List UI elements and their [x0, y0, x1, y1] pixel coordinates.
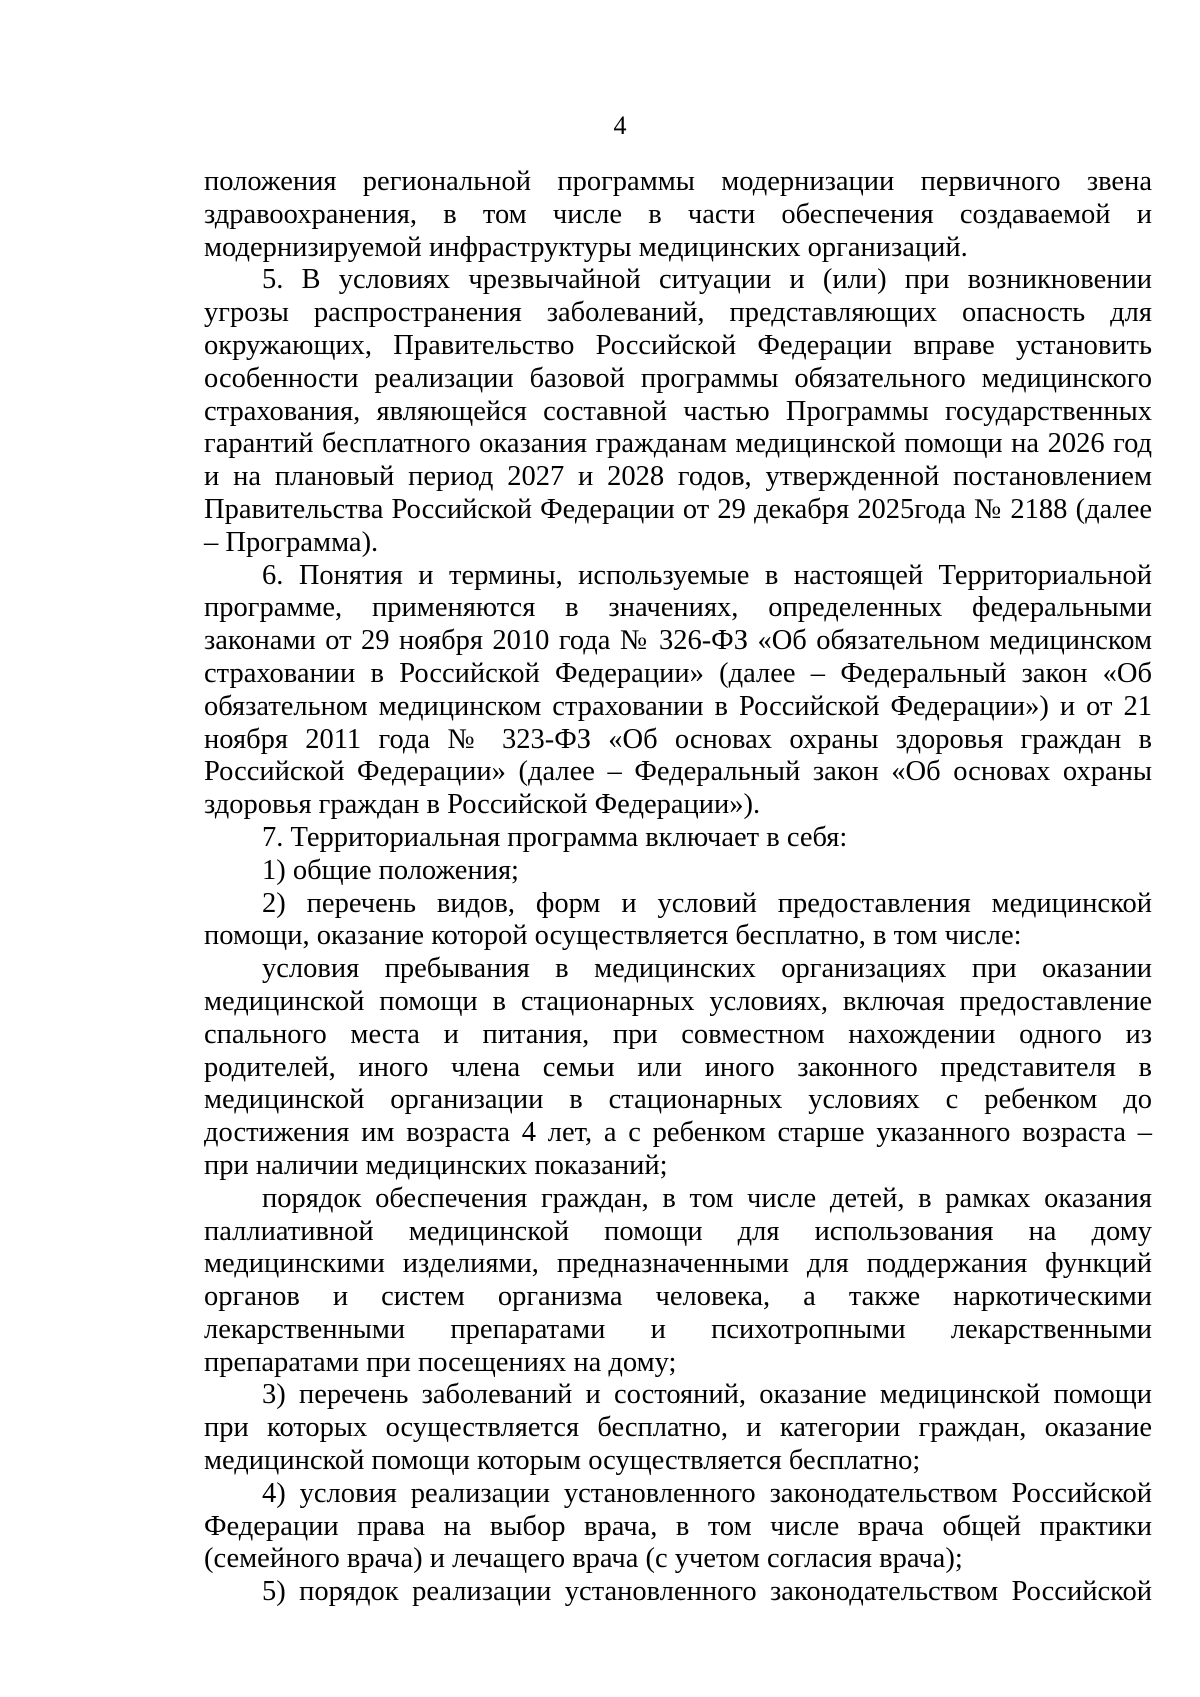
paragraph-clause-7: 7. Территориальная программа включает в себя:	[262, 821, 848, 853]
paragraph-clause-5: 5. В условиях чрезвычайной ситуации и (или) при возникновении угрозы распространения заболеваний, представляющих опасность для окружающих, Правительство Российской Федерации вправе установить особенности реализации базовой программы обязательного медицинского страхования, являющейся составной частью Программы государственных гарантий бесплатного оказания гражданам медицинской помощи на 2026 год и на плановый период 2027 и 2028 годов, утвержденной постановлением Правительства Российской Федерации от 29 декабря 2025года № 2188 (далее – Программа).	[204, 264, 1152, 558]
list-item-2-sub-conditions: условия пребывания в медицинских организациях при оказании медицинской помощи в стационарных условиях, включая предоставление спального места и питания, при совместном нахождении одного из родителей, иного члена семьи или иного законного представителя в медицинской организации в стационарных условиях с ребенком до достижения им возраста 4 лет, а с ребенком старше указанного возраста – при наличии медицинских показаний;	[204, 953, 1152, 1181]
list-item-2: 2) перечень видов, форм и условий предоставления медицинской помощи, оказание которой осуществляется бесплатно, в том числе:	[204, 887, 1152, 952]
paragraph-continuation: положения региональной программы модернизации первичного звена здравоохранения, в том числе в части обеспечения создаваемой и модернизируемой инфраструктуры медицинских организаций.	[204, 166, 1152, 263]
list-item-5: 5) порядок реализации установленного законодательством Российской	[262, 1576, 1152, 1608]
list-item-1: 1) общие положения;	[262, 854, 519, 886]
list-item-4: 4) условия реализации установленного законодательством Российской Федерации права на выбор врача, в том числе врача общей практики (семейного врача) и лечащего врача (с учетом согласия врача);	[204, 1477, 1152, 1575]
paragraph-clause-6: 6. Понятия и термины, используемые в настоящей Территориальной программе, применяются в значениях, определенных федеральными законами от 29 ноября 2010 года № 326-ФЗ «Об обязательном медицинском страховании в Российской Федерации» (далее – Федеральный закон «Об обязательном медицинском страховании в Российской Федерации») и от 21 ноября 2011 года № 323-ФЗ «Об основах охраны здоровья граждан в Российской Федерации» (далее – Федеральный закон «Об основах охраны здоровья граждан в Российской Федерации»).	[204, 559, 1152, 821]
page-number: 4	[613, 111, 627, 140]
list-item-2-sub-palliative: порядок обеспечения граждан, в том числе детей, в рамках оказания паллиативной медицинской помощи для использования на дому медицинскими изделиями, предназначенными для поддержания функций органов и систем организма человека, а также наркотическими лекарственными препаратами и психотропными лекарственными препаратами при посещениях на дому;	[204, 1182, 1152, 1378]
list-item-3: 3) перечень заболеваний и состояний, оказание медицинской помощи при которых осуществляется бесплатно, и категории граждан, оказание медицинской помощи которым осуществляется бесплатно;	[204, 1379, 1152, 1477]
document-body	[204, 166, 1152, 1609]
